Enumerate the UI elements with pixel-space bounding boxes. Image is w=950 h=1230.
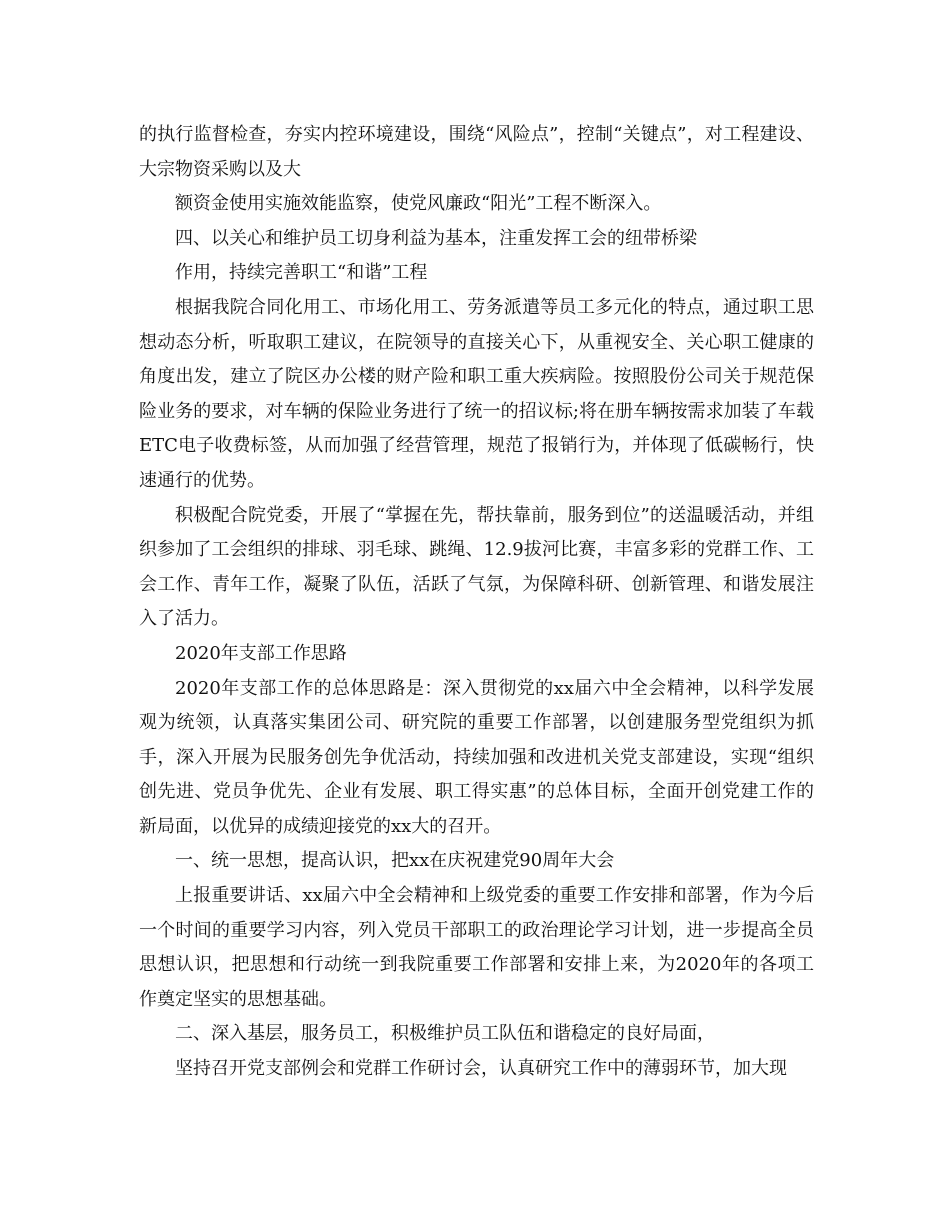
paragraph: 积极配合院党委，开展了“掌握在先，帮扶靠前，服务到位”的送温暖活动，并组织参加了工会组织的排球、羽毛球、跳绳、12.9拔河比赛，丰富多彩的党群工作、工会工作、青年工作，凝聚了队伍，活跃了气氛，为保障科研、创新管理、和谐发展注入了活力。: [139, 504, 814, 630]
paragraph: 上报重要讲话、xx届六中全会精神和上级党委的重要工作安排和部署，作为今后一个时间的重要学习内容，列入党员干部职工的政治理论学习计划，进一步提高全员思想认识，把思想和行动统一到我院重要工作部署和安排上来，为2020年的各项工作奠定坚实的思想基础。: [139, 885, 814, 1010]
paragraph: 坚持召开党支部例会和党群工作研讨会，认真研究工作中的薄弱环节，加大现: [175, 1058, 787, 1080]
paragraph: 额资金使用实施效能监察，使党风廉政“阳光”工程不断深入。: [175, 193, 662, 215]
section-heading-continued: 作用，持续完善职工“和谐”工程: [175, 262, 428, 284]
paragraph: 根据我院合同化用工、市场化用工、劳务派遣等员工多元化的特点，通过职工思想动态分析，听取职工建议，在院领导的直接关心下，从重视安全、关心职工健康的角度出发，建立了院区办公楼的财产险和职工重大疾病险。按照股份公司关于规范保险业务的要求，对车辆的保险业务进行了统一的招议标;将在册车辆按需求加装了车载ETC电子收费标签，从而加强了经营管理，规范了报销行为，并体现了低碳畅行，快速通行的优势。: [139, 296, 814, 491]
paragraph: 2020年支部工作的总体思路是：深入贯彻党的xx届六中全会精神，以科学发展观为统领，认真落实集团公司、研究院的重要工作部署，以创建服务型党组织为抓手，深入开展为民服务创先争优活动，持续加强和改进机关党支部建设，实现“组织创先进、党员争优先、企业有发展、职工得实惠”的总体目标，全面开创党建工作的新局面，以优异的成绩迎接党的xx大的召开。: [139, 677, 814, 837]
section-heading: 二、深入基层，服务员工，积极维护员工队伍和谐稳定的良好局面，: [175, 1023, 715, 1045]
section-title: 2020年支部工作思路: [175, 642, 347, 664]
section-heading: 一、统一思想，提高认识，把xx在庆祝建党90周年大会: [175, 850, 615, 872]
document-body: [139, 118, 814, 1087]
paragraph: 的执行监督检查，夯实内控环境建设，围绕“风险点”，控制“关键点”，对工程建设、大宗物资采购以及大: [139, 124, 814, 180]
section-heading: 四、以关心和维护员工切身利益为基本，注重发挥工会的纽带桥梁: [175, 227, 697, 249]
